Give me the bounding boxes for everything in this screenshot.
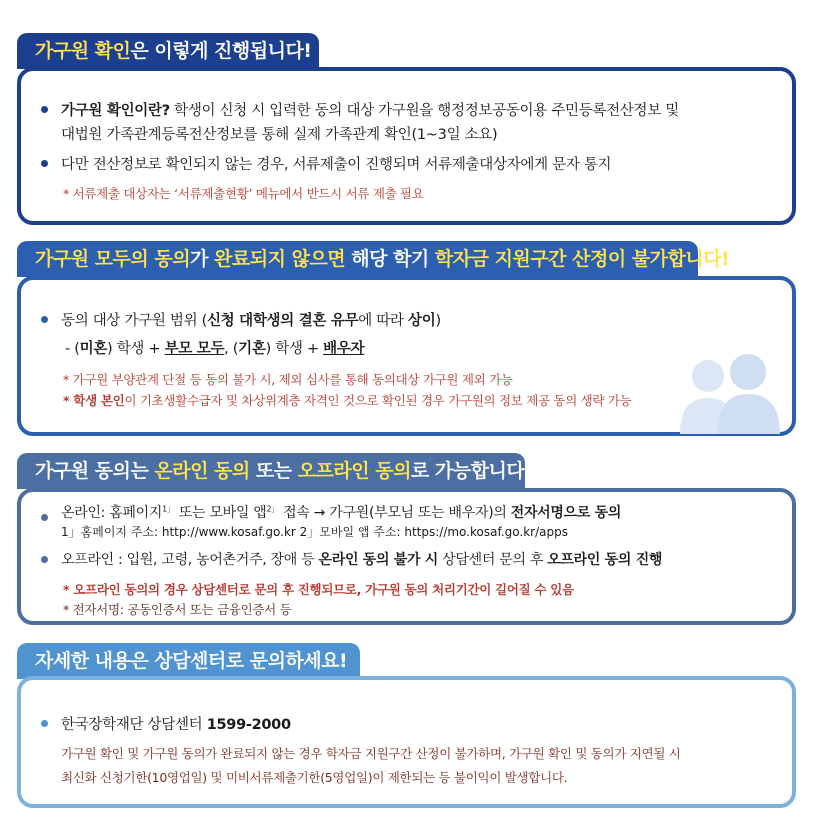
sub-text: - (미혼) 학생 + 부모 모두, (기혼) 학생 + 배우자 (65, 341, 365, 357)
note-text: * 가구원 부양관계 단절 등 동의 불가 시, 제외 심사를 통해 동의대상 가구원 제외 가능 (63, 372, 513, 387)
note-text: 가구원 확인 및 가구원 동의가 완료되지 않는 경우 학자금 지원구간 산정이 불가하며, 가구원 확인 및 동의가 지연될 시 (61, 746, 681, 761)
section-box (17, 488, 796, 625)
section-box (17, 67, 796, 225)
note-text: * 오프라인 동의의 경우 상담센터로 문의 후 진행되므로, 가구원 동의 처리기간이 길어질 수 있음 (63, 582, 574, 597)
bullet-text: 동의 대상 가구원 범위 (신청 대학생의 결혼 유무에 따라 상이) (61, 313, 441, 329)
bullet-text: 오프라인 : 입원, 고령, 농어촌거주, 장애 등 온라인 동의 불가 시 상담센터 문의 후 오프라인 동의 진행 (61, 552, 663, 568)
section-title: 자세한 내용은 상담센터로 문의하세요! (17, 643, 360, 679)
bullet-text: 온라인: 홈페이지$^{1」}$ 또는 모바일 앱$^{2」}$ 접속 → 가구원(부모님 또는 배우자)의 전자서명으로 동의 (61, 504, 622, 521)
note-text: * 학생 본인이 기초생활수급자 및 차상위계층 자격인 것으로 확인된 경우 가구원의 정보 제공 동의 생략 가능 (63, 393, 632, 408)
section-box (17, 276, 796, 436)
bullet-icon (41, 556, 48, 563)
bullet-icon (41, 160, 48, 167)
section-box (17, 676, 796, 808)
bullet-text: 가구원 확인이란? 학생이 신청 시 입력한 동의 대상 가구원을 행정정보공동이용 주민등록전산정보 및 (61, 103, 679, 119)
bullet-text: 다만 전산정보로 확인되지 않는 경우, 서류제출이 진행되며 서류제출대상자에게 문자 통지 (61, 157, 612, 173)
note-text: 최신화 신청기한(10영업일) 및 미비서류제출기한(5영업일)이 제한되는 등 불이익이 발생합니다. (61, 770, 568, 785)
note-text: * 전자서명: 공동인증서 또는 금융인증서 등 (63, 602, 292, 617)
bullet-icon (41, 720, 48, 727)
people-icon (676, 352, 786, 434)
bullet-text-cont: 대법원 가족관계등록전산정보를 통해 실제 가족관계 확인(1~3일 소요) (61, 127, 498, 143)
contact-text: 한국장학재단 상담센터 1599-2000 (61, 717, 291, 733)
url-text: 1」홈페이지 주소: http://www.kosaf.go.kr 2」모바일 앱 주소: https://mo.kosaf.go.kr/apps (61, 525, 568, 539)
bullet-icon (41, 316, 48, 323)
section-title: 가구원 확인은 이렇게 진행됩니다! (17, 33, 319, 69)
bullet-icon (41, 106, 48, 113)
bullet-icon (41, 514, 48, 521)
section-title: 가구원 동의는 온라인 동의 또는 오프라인 동의로 가능합니다! (17, 453, 525, 489)
note-text: * 서류제출 대상자는 ‘서류제출현황’ 메뉴에서 반드시 서류 제출 필요 (63, 186, 424, 201)
section-title: 가구원 모두의 동의가 완료되지 않으면 해당 학기 학자금 지원구간 산정이 불가합니다! (17, 241, 698, 277)
